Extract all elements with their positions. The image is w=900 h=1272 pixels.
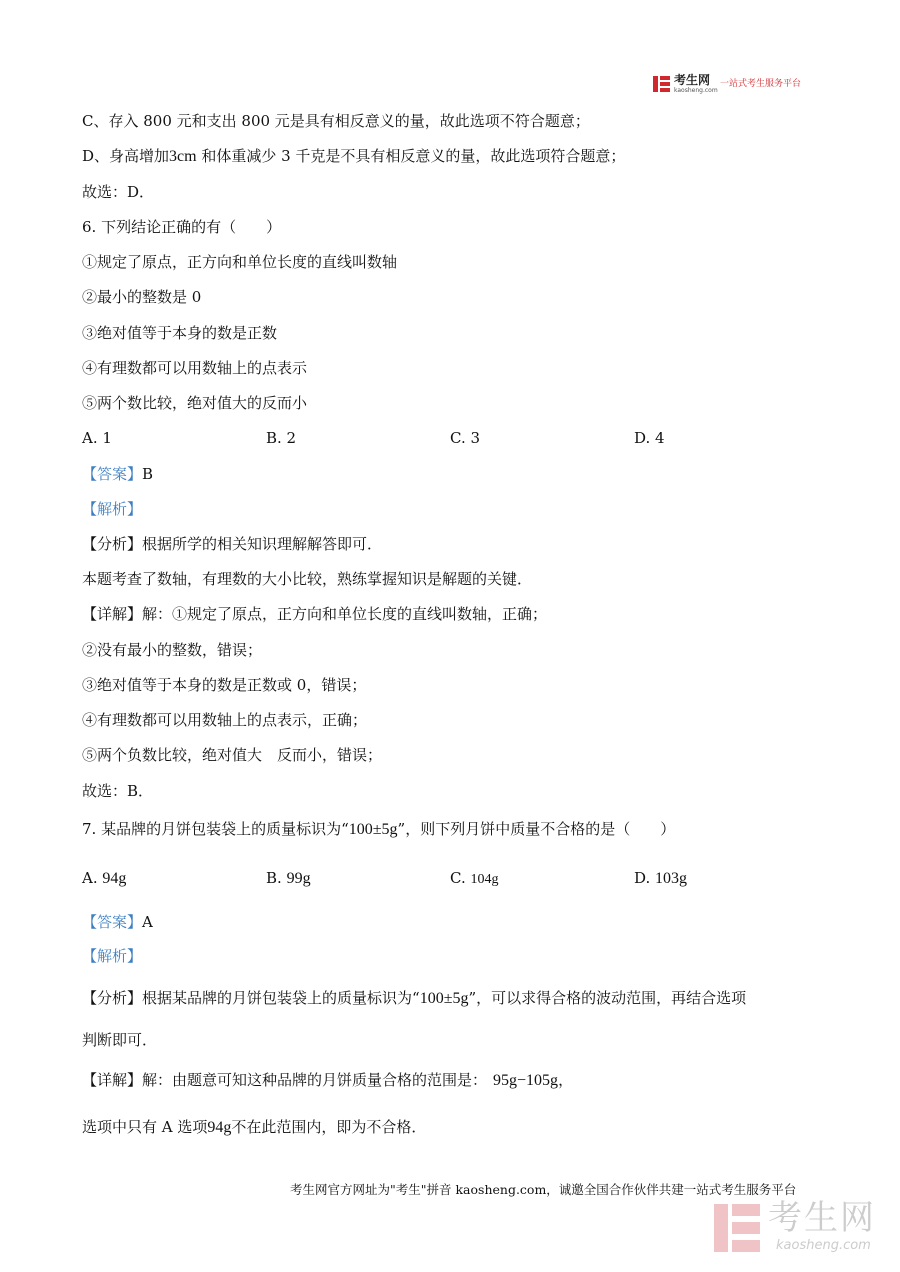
q6-answer: 【答案】B — [82, 465, 154, 483]
q6-option-a: A. 1 — [82, 429, 112, 447]
logo-name: 考生网 — [674, 73, 711, 87]
q7-fenxi: 【分析】根据某品牌的月饼包装袋上的质量标识为“100±5g”，可以求得合格的波动范围，再结合选项 — [82, 989, 747, 1007]
q6-statement-4: ④有理数都可以用数轴上的点表示 — [82, 359, 308, 377]
q7-option-c: C. 104g — [450, 869, 499, 887]
q7-stem: 7. 某品牌的月饼包装袋上的质量标识为“100±5g”，则下列月饼中质量不合格的是（ ） — [82, 820, 676, 838]
watermark — [712, 1196, 882, 1258]
q6-summary: 本题考查了数轴，有理数的大小比较，熟练掌握知识是解题的关键． — [82, 570, 533, 588]
q7-option-a: A. 94g — [82, 869, 127, 887]
option-d-explanation: D、身高增加3cm 和体重减少 3 千克是不具有相反意义的量，故此选项符合题意； — [82, 147, 626, 165]
q6-fenxi: 【分析】根据所学的相关知识理解解答即可． — [82, 535, 383, 553]
q6-detail-2: ②没有最小的整数，错误； — [82, 641, 263, 659]
choice-q5: 故选：D． — [82, 183, 155, 201]
q7-analysis-tag: 【解析】 — [82, 947, 143, 965]
header-logo — [652, 74, 822, 96]
watermark-domain: kaosheng.com — [776, 1238, 871, 1253]
q6-option-d: D. 4 — [634, 429, 665, 447]
q6-detail-3: ③绝对值等于本身的数是正数或 0，错误； — [82, 676, 367, 694]
footer-text: 考生网官方网址为"考生"拼音 kaosheng.com，诚邀全国合作伙伴共建一站式考生服务平台 — [290, 1182, 797, 1197]
q6-statement-5: ⑤两个数比较，绝对值大的反而小 — [82, 394, 308, 412]
logo-domain: kaosheng.com — [674, 87, 718, 94]
logo-tagline: 一站式考生服务平台 — [720, 79, 802, 89]
q6-analysis-tag: 【解析】 — [82, 500, 143, 518]
q6-statement-1: ①规定了原点，正方向和单位长度的直线叫数轴 — [82, 253, 398, 271]
q6-choice: 故选：B． — [82, 782, 154, 800]
q6-stem: 6. 下列结论正确的有（ ） — [82, 218, 282, 236]
q6-statement-3: ③绝对值等于本身的数是正数 — [82, 324, 278, 342]
watermark-name: 考生网 — [768, 1198, 876, 1238]
watermark-logo-icon — [712, 1200, 762, 1256]
q7-option-b: B. 99g — [266, 869, 311, 887]
q6-detail-5: ⑤两个负数比较，绝对值大 反而小，错误； — [82, 746, 383, 764]
q7-option-d: D. 103g — [634, 869, 688, 887]
q6-option-b: B. 2 — [266, 429, 297, 447]
q6-statement-2: ②最小的整数是 0 — [82, 288, 202, 306]
q7-detail: 【详解】解：由题意可知这种品牌的月饼质量合格的范围是： 95g−105g， — [82, 1071, 574, 1089]
q6-option-c: C. 3 — [450, 429, 481, 447]
q6-detail-1: 【详解】解：①规定了原点，正方向和单位长度的直线叫数轴，正确； — [82, 605, 548, 623]
kaosheng-logo-icon — [652, 74, 672, 94]
q7-conclusion: 选项中只有 A 选项94g不在此范围内，即为不合格． — [82, 1118, 427, 1136]
q7-fenxi-cont: 判断即可． — [82, 1031, 158, 1049]
q6-detail-4: ④有理数都可以用数轴上的点表示，正确； — [82, 711, 368, 729]
q7-answer: 【答案】A — [82, 913, 153, 931]
option-c-explanation: C、存入 800 元和支出 800 元是具有相反意义的量，故此选项不符合题意； — [82, 112, 590, 130]
